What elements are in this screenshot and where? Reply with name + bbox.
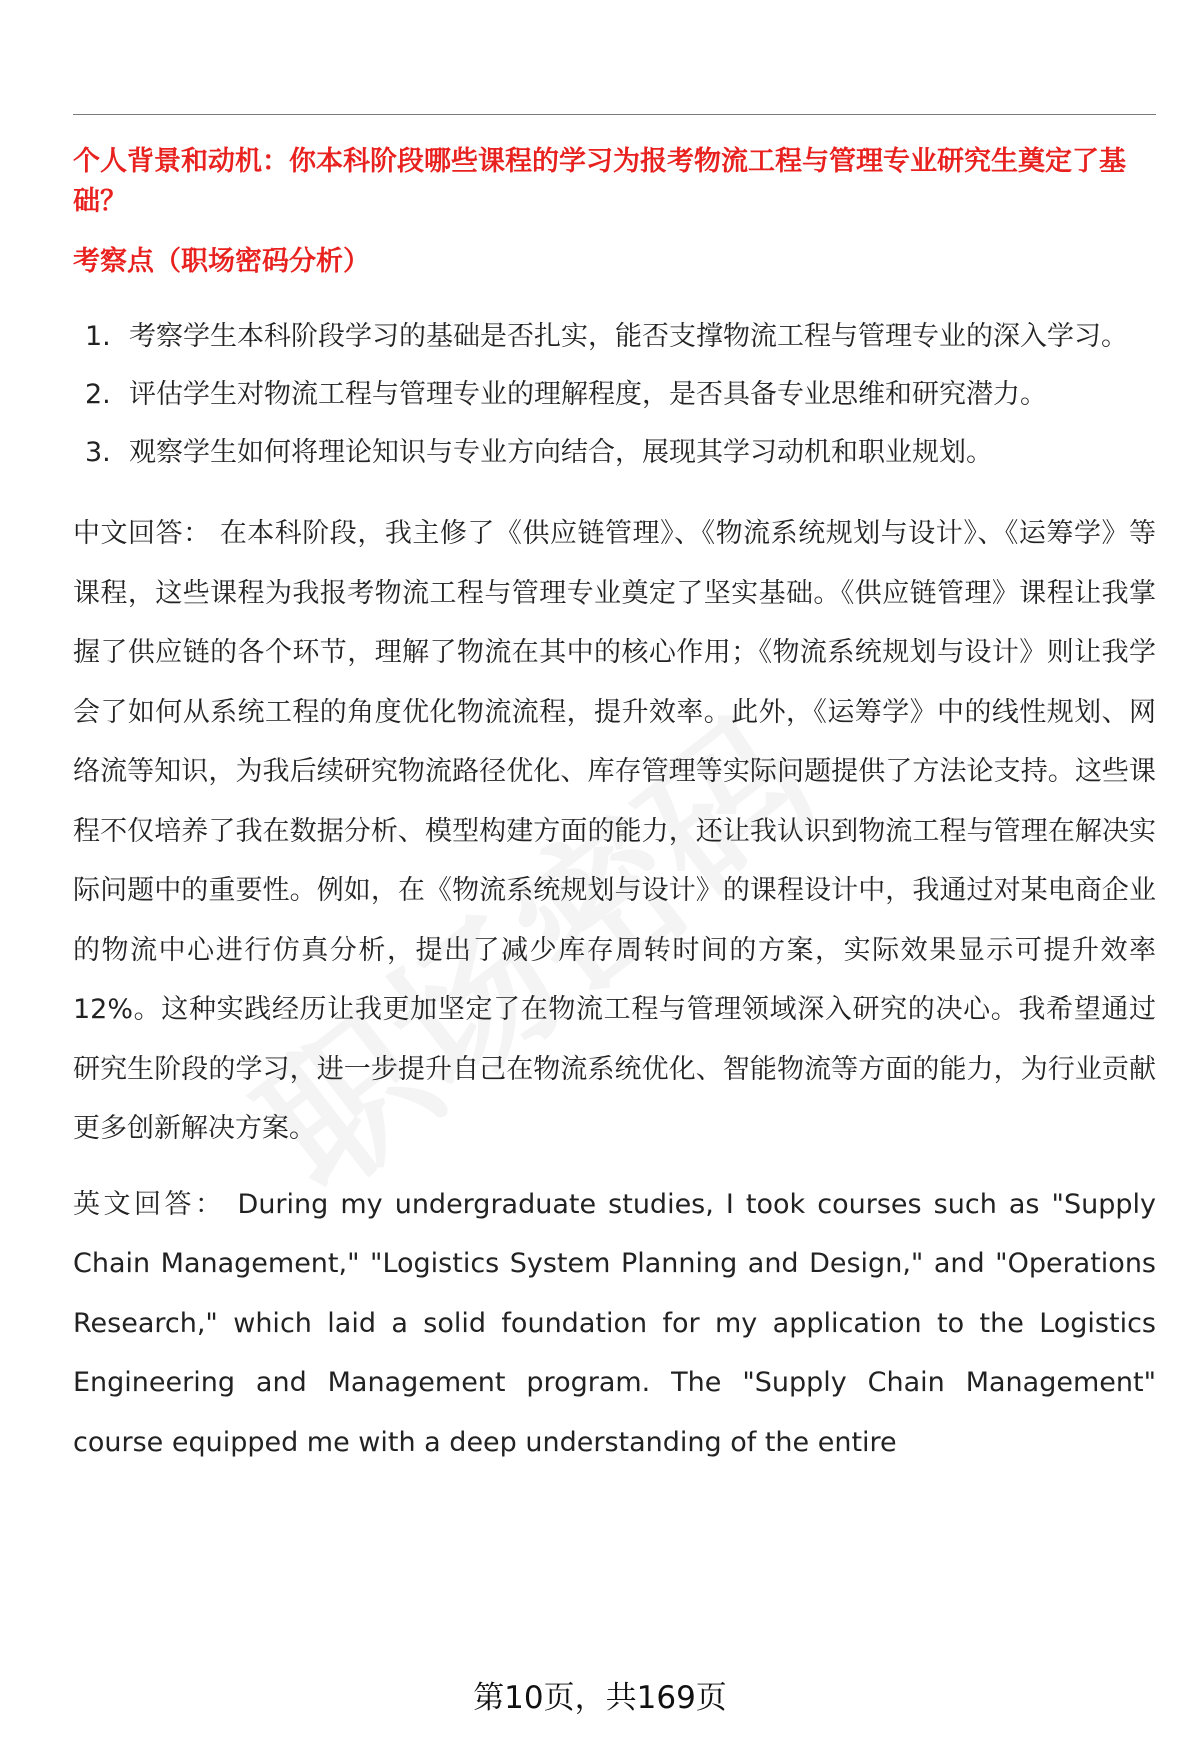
- list-item-number: 2.: [85, 379, 111, 410]
- chinese-answer-paragraph: 中文回答： 在本科阶段，我主修了《供应链管理》、《物流系统规划与设计》、《运筹学》等课程，这些课程为我报考物流工程与管理专业奠定了坚实基础。《供应链管理》课程让我掌握了供应链的各个环节，理解了物流在其中的核心作用；《物流系统规划与设计》则让我学会了如何从系统工程的角度优化物流流程，提升效率。此外，《运筹学》中的线性规划、网络流等知识，为我后续研究物流路径优化、库存管理等实际问题提供了方法论支持。这些课程不仅培养了我在数据分析、模型构建方面的能力，还让我认识到物流工程与管理在解决实际问题中的重要性。例如，在《物流系统规划与设计》的课程设计中，我通过对某电商企业的物流中心进行仿真分析，提出了减少库存周转时间的方案，实际效果显示可提升效率12%。这种实践经历让我更加坚定了在物流工程与管理领域深入研究的决心。我希望通过研究生阶段的学习，进一步提升自己在物流系统优化、智能物流等方面的能力，为行业贡献更多创新解决方案。: [73, 518, 1156, 1144]
- header-divider: [73, 114, 1156, 115]
- list-item-text: 考察学生本科阶段学习的基础是否扎实，能否支撑物流工程与管理专业的深入学习。: [129, 321, 1128, 352]
- list-item: [73, 366, 1156, 424]
- list-item: [73, 308, 1156, 366]
- assessment-points-heading: 考察点（职场密码分析）: [73, 246, 370, 277]
- question-heading: 个人背景和动机：你本科阶段哪些课程的学习为报考物流工程与管理专业研究生奠定了基础？: [73, 146, 1126, 217]
- list-item-number: 1.: [85, 321, 111, 352]
- assessment-points-list: [73, 308, 1156, 482]
- list-item-text: 评估学生对物流工程与管理专业的理解程度，是否具备专业思维和研究潜力。: [129, 379, 1047, 410]
- list-item-number: 3.: [85, 437, 111, 468]
- english-answer-paragraph: 英文回答： During my undergraduate studies, I took courses such as "Supply Chain Management," "Logistics System Planning and Design," and "Operations Research," which laid a solid foundation for my application to the Logistics Engineering and Management program. The "Supply Chain Management" course equipped me with a deep understanding of the entire: [73, 1188, 1156, 1458]
- list-item-text: 观察学生如何将理论知识与专业方向结合，展现其学习动机和职业规划。: [129, 437, 993, 468]
- document-body: [73, 142, 1156, 1472]
- list-item: [73, 424, 1156, 482]
- page-number: 第10页，共169页: [473, 1680, 727, 1716]
